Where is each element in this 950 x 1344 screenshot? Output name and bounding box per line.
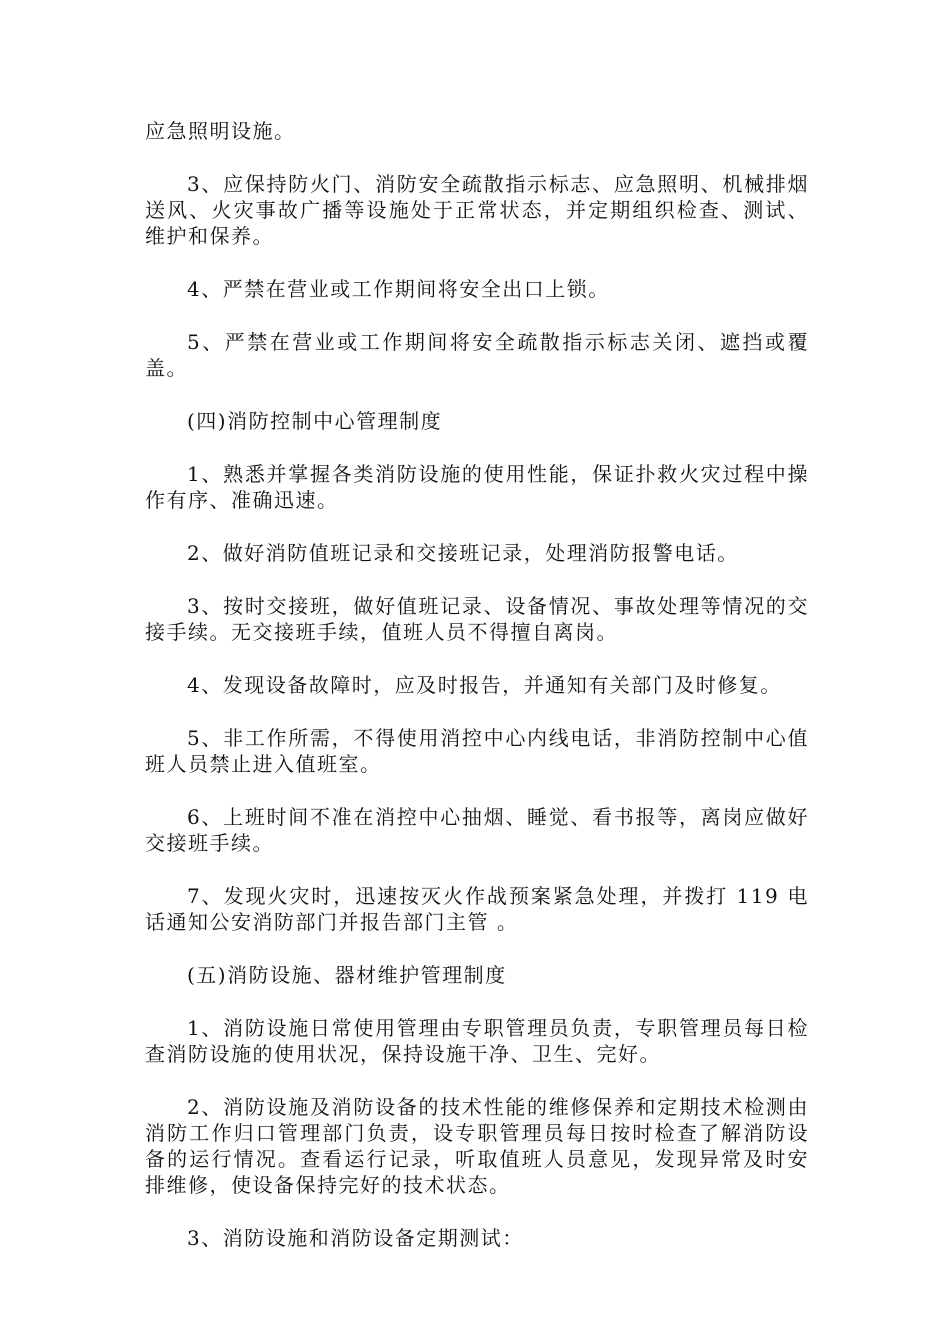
paragraph-continuation: 应急照明设施。 — [145, 119, 296, 143]
section-heading-control-center: (四)消防控制中心管理制度 — [187, 409, 443, 433]
paragraph-item-1-familiarize: 1、熟悉并掌握各类消防设施的使用性能，保证扑救火灾过程中操作有序、准确迅速。 — [145, 462, 809, 512]
paragraph-item-4-equipment-fault: 4、发现设备故障时，应及时报告，并通知有关部门及时修复。 — [187, 673, 782, 697]
paragraph-item-3-periodic-testing: 3、消防设施和消防设备定期测试： — [187, 1226, 524, 1250]
paragraph-item-3-safety-facilities: 3、应保持防火门、消防安全疏散指示标志、应急照明、机械排烟送风、火灾事故广播等设施处于正常状态，并定期组织检查、测试、维护和保养。 — [145, 172, 809, 248]
paragraph-item-3-shift-handover: 3、按时交接班，做好值班记录、设备情况、事故处理等情况的交接手续。无交接班手续，值班人员不得擅自离岗。 — [145, 594, 809, 644]
paragraph-item-2-duty-records: 2、做好消防值班记录和交接班记录，处理消防报警电话。 — [187, 541, 739, 565]
paragraph-item-5-exit-signs: 5、严禁在营业或工作期间将安全疏散指示标志关闭、遮挡或覆盖。 — [145, 330, 809, 380]
paragraph-item-4-exit-lock: 4、严禁在营业或工作期间将安全出口上锁。 — [187, 277, 610, 301]
paragraph-item-5-phone-use: 5、非工作所需，不得使用消控中心内线电话，非消防控制中心值班人员禁止进入值班室。 — [145, 726, 809, 776]
paragraph-item-7-fire-response: 7、发现火灾时，迅速按灭火作战预案紧急处理，并拨打 119 电话通知公安消防部门并报告部门主管 。 — [145, 884, 809, 934]
paragraph-item-6-duty-conduct: 6、上班时间不准在消控中心抽烟、睡觉、看书报等，离岗应做好交接班手续。 — [145, 805, 809, 855]
section-heading-maintenance: (五)消防设施、器材维护管理制度 — [187, 963, 507, 987]
paragraph-item-2-technical-maintenance: 2、消防设施及消防设备的技术性能的维修保养和定期技术检测由消防工作归口管理部门负责，设专职管理员每日按时检查了解消防设备的运行情况。查看运行记录，听取值班人员意见，发现异常及时安排维修，使设备保持完好的技术状态。 — [145, 1095, 809, 1197]
document-body — [145, 118, 809, 1278]
paragraph-item-1-daily-management: 1、消防设施日常使用管理由专职管理员负责，专职管理员每日检查消防设施的使用状况，保持设施干净、卫生、完好。 — [145, 1016, 809, 1066]
